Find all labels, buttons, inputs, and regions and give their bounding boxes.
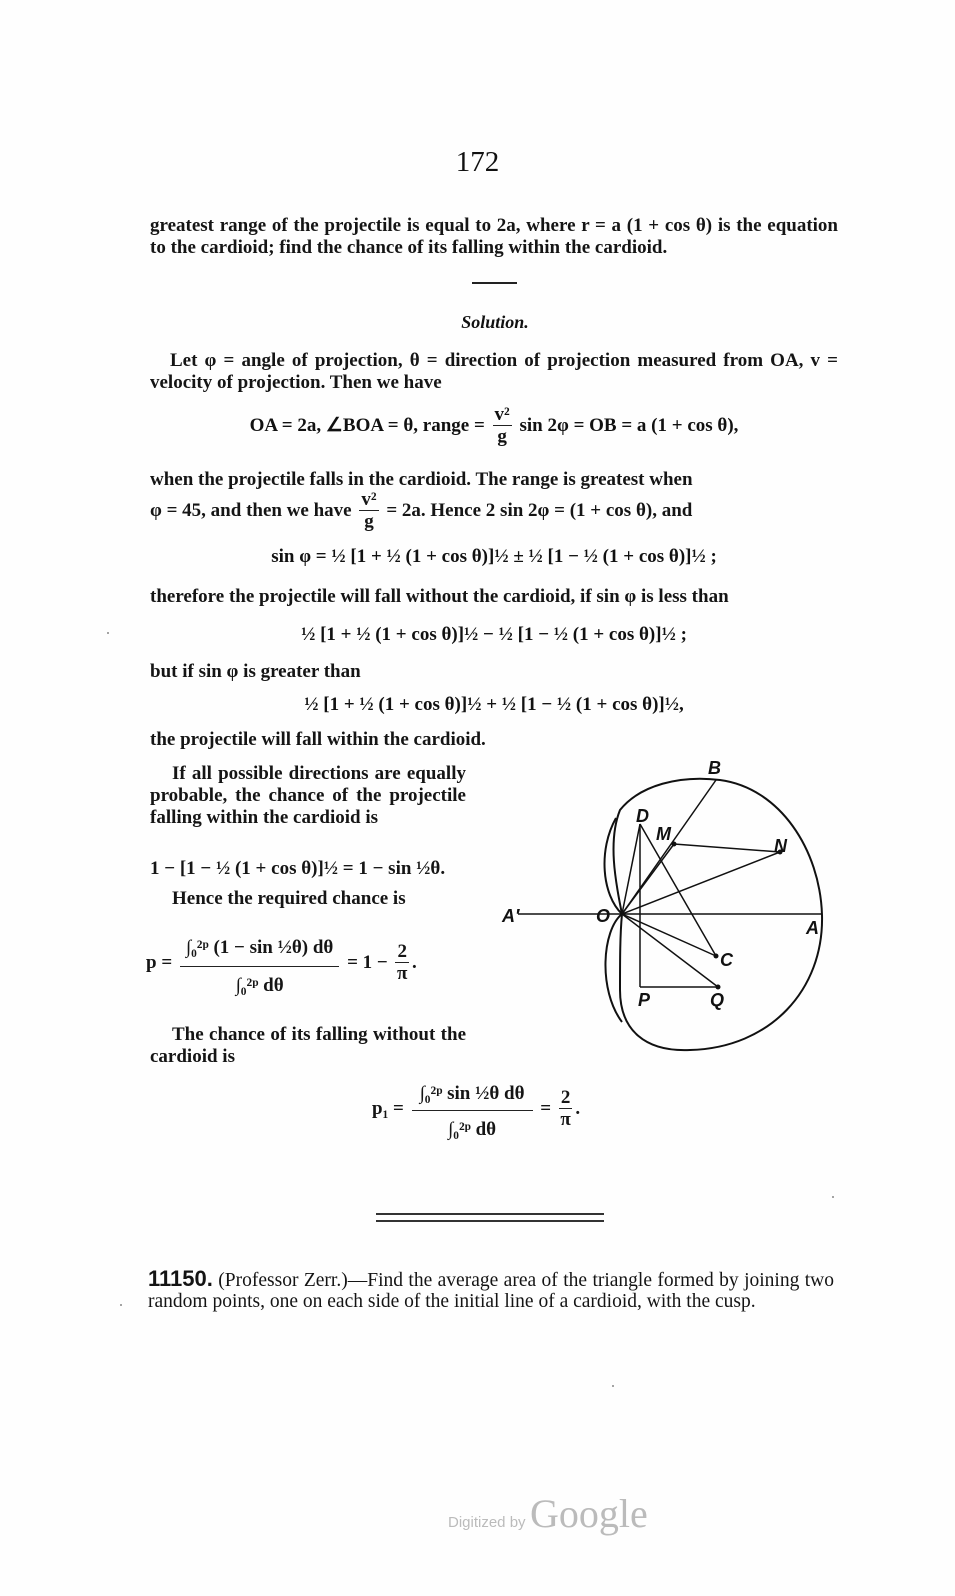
paragraph-7: Hence the required chance is	[172, 888, 406, 909]
label-D: D	[636, 806, 649, 826]
paragraph-8: The chance of its falling without the cardioid is	[150, 1024, 466, 1067]
eq1-fraction	[493, 405, 512, 448]
digitized-watermark	[448, 1490, 648, 1537]
equation-7	[372, 1078, 632, 1141]
paragraph-6: If all possible directions are equally probable, the chance of the projectile falling within the cardioid is	[150, 763, 466, 828]
paragraph-2a: when the projectile falls in the cardioid. The range is greatest when	[150, 469, 693, 490]
watermark-small-text: Digitized by	[448, 1514, 526, 1531]
section-double-rule	[376, 1213, 604, 1222]
para2b-lhs: φ = 45, and then we have	[150, 499, 352, 521]
paragraph-2b	[150, 490, 838, 533]
eq7-result-fraction	[559, 1088, 573, 1131]
label-B: B	[708, 760, 721, 778]
eq7-denominator: ∫₀²ᵖ dθ	[448, 1119, 497, 1140]
eq1-rhs: sin 2φ = OB = a (1 + cos θ),	[519, 414, 739, 436]
point-Q	[716, 985, 721, 990]
para2b-rhs: = 2a. Hence 2 sin 2φ = (1 + cos θ), and	[386, 499, 693, 521]
eq1-numerator: v²	[494, 404, 510, 425]
problem-author: (Professor Zerr.)	[218, 1270, 348, 1291]
label-Q: Q	[710, 990, 725, 1010]
eq6-result-numerator: 2	[397, 941, 407, 962]
point-M	[672, 842, 677, 847]
eq6-rhs: = 1 −	[347, 951, 388, 973]
point-C	[714, 954, 719, 959]
page-number: 172	[455, 146, 500, 178]
eq6-fraction	[180, 930, 339, 997]
eq7-result-denominator: π	[560, 1109, 571, 1130]
equation-1	[150, 405, 838, 448]
line-MN	[674, 844, 780, 852]
eq6-end: .	[411, 951, 417, 973]
problem-11150	[148, 1268, 834, 1312]
label-C: C	[720, 950, 733, 970]
scan-speck	[612, 1385, 614, 1387]
label-N: N	[774, 836, 787, 856]
eq7-fraction	[412, 1078, 533, 1141]
para2b-fraction	[359, 490, 378, 533]
label-A-prime: A′	[502, 906, 520, 926]
paragraph-5: the projectile will fall within the cardioid.	[150, 729, 486, 750]
eq1-denominator: g	[497, 426, 507, 447]
short-divider	[472, 282, 517, 284]
solution-heading: Solution.	[461, 312, 529, 332]
eq7-end: .	[575, 1097, 581, 1119]
eq7-rhs: =	[540, 1097, 552, 1119]
equation-2: sin φ = ½ [1 + ½ (1 + cos θ)]½ ± ½ [1 − ½ (1 + cos θ)]½ ;	[271, 546, 717, 567]
paragraph-4: but if sin φ is greater than	[150, 661, 361, 682]
equation-6	[146, 930, 466, 997]
eq7-lhs: p₁ =	[372, 1097, 404, 1119]
label-P: P	[638, 990, 651, 1010]
scan-speck	[120, 1304, 122, 1306]
label-M: M	[656, 824, 671, 844]
label-O: O	[596, 906, 611, 926]
problem-number: 11150.	[148, 1266, 213, 1291]
cardioid-figure	[490, 760, 840, 1060]
paragraph-1: Let φ = angle of projection, θ = direction of projection measured from OA, v = velocity of projection. Then we have	[150, 350, 838, 393]
eq7-result-numerator: 2	[560, 1087, 571, 1108]
eq6-result-denominator: π	[397, 963, 408, 984]
eq7-numerator: ∫₀²ᵖ sin ½θ dθ	[412, 1078, 533, 1111]
eq6-numerator: ∫₀²ᵖ (1 − sin ½θ) dθ	[180, 930, 339, 967]
label-A: A	[806, 918, 819, 938]
eq6-result-fraction	[395, 942, 409, 985]
watermark-google-logo: Google	[530, 1491, 648, 1536]
intro-text: greatest range of the projectile is equal to 2a, where r = a (1 + cos θ) is the equation to the cardioid; find the chance of its falling within the cardioid.	[150, 215, 838, 258]
eq6-denominator: ∫₀²ᵖ dθ	[235, 975, 284, 996]
scan-speck	[832, 1196, 834, 1198]
para2b-numerator: v²	[361, 489, 377, 510]
equation-3: ½ [1 + ½ (1 + cos θ)]½ − ½ [1 − ½ (1 + cos θ)]½ ;	[301, 624, 687, 645]
eq6-lhs: p =	[146, 951, 173, 973]
eq1-lhs: OA = 2a, ∠BOA = θ, range =	[249, 414, 485, 436]
problem-text: —Find the average area of the triangle formed by joining two random points, one on each side of the initial line of a cardioid, with the cusp.	[148, 1270, 834, 1312]
equation-5: 1 − [1 − ½ (1 + cos θ)]½ = 1 − sin ½θ.	[150, 858, 446, 879]
paragraph-3: therefore the projectile will fall without the cardioid, if sin φ is less than	[150, 586, 729, 607]
para2b-denominator: g	[364, 511, 374, 532]
equation-4: ½ [1 + ½ (1 + cos θ)]½ + ½ [1 − ½ (1 + cos θ)]½,	[304, 694, 684, 715]
scan-speck	[107, 632, 109, 634]
